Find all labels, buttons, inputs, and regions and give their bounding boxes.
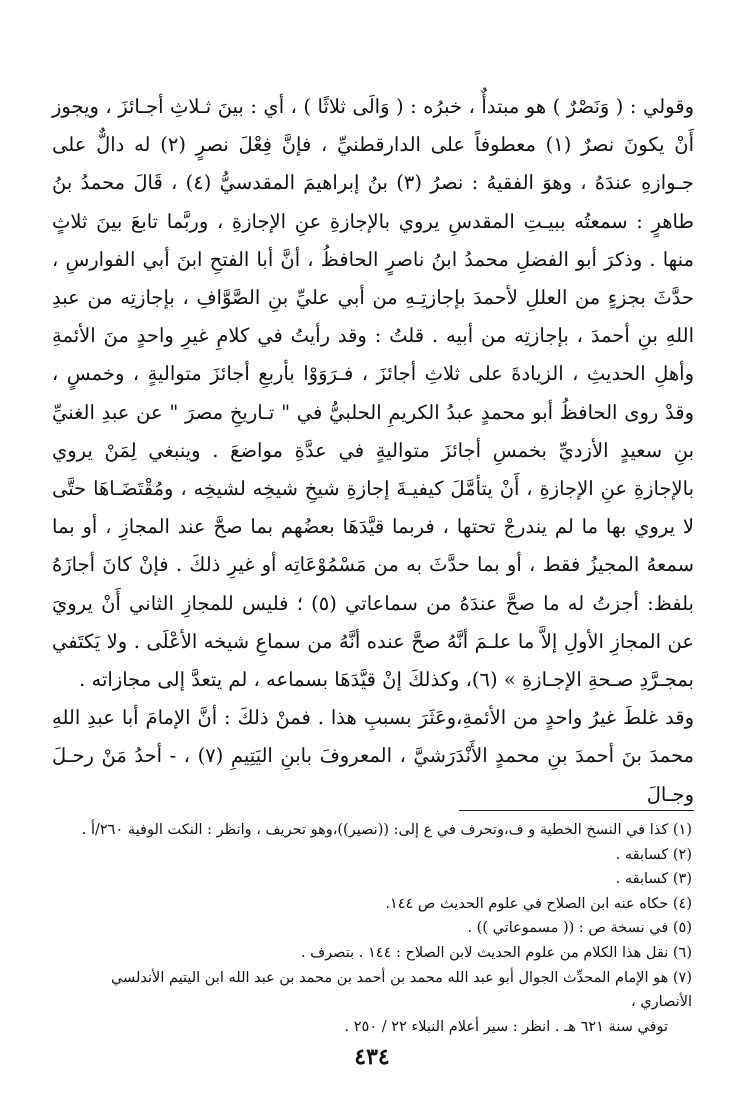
footnote-6: (٦) نقل هذا الكلام من علوم الحديث لابن الصلاح : ١٤٤ . بتصرف .: [300, 944, 692, 961]
footnote-7: (٧) هو الإمام المحدِّث الجوال أبو عبد الله محمد بن أحمد بن محمد بن عبد الله ابن اليتيم الأندلسي الأنصاري ،: [110, 969, 692, 1011]
footnote-3: (٣) كسابقه .: [615, 871, 692, 888]
footnote-2: (٢) كسابقه .: [615, 846, 692, 863]
main-text: [52, 88, 694, 814]
paragraph-2: وقد غلطَ غيرُ واحدٍ من الأئمةِ،وعَثَرَ بسببِ هذا . فمنْ ذلكَ : أنَّ الإمامَ أبا عبدِ اللهِ محمدَ بنَ أحمدَ بنِ محمدٍ الأَنْدَرَشيَّ ، المعروفَ بابنِ اليَتِيمِ (٧) ، - أحدُ مَنْ رحـلَ وجـالَ: [52, 706, 694, 806]
footnotes: [55, 818, 692, 1039]
footnote-7-continuation: توفي سنة ٦٢١ هـ . انظر : سير أعلام النبلاء ٢٢ / ٢٥٠ .: [344, 1018, 668, 1035]
footnote-1: (١) كذا في النسخ الخطية و ف،وتحرف في ع إلى: ((نصير))،وهو تحريف ، وانظر : النكت الوفية ٢٦٠/أ .: [81, 822, 692, 838]
footnote-4: (٤) حكاه عنه ابن الصلاح في علوم الحديث ص ١٤٤.: [385, 895, 692, 912]
paragraph-1: وقولي : ( وَنَصْرٌ ) هو مبتدأٌ ، خبرُه : ( وَالَى ثلاثًا ) ، أي : بينَ ثـلاثِ أجـائزَ ، ويجوز أَنْ يكونَ نصرٌ (١) معطوفاً على الدارقطنيِّ ، فإنَّ فِعْلَ نصرٍ (٢) له دالٌّ على جـوازهِ عندَهُ ، وهوَ الفقيهُ : نصرُ (٣) بنُ إبراهيمَ المقدسيُّ (٤) ، قَالَ محمدُ بنُ طاهرٍ : سمعتُه ببيـتِ المقدسِ يروي بالإجازةِ عنِ الإجازةِ ، وربَّما تابعَ بينَ ثلاثٍ منها . وذكرَ أبو الفضلِ محمدُ ابنُ ناصرٍ الحافظُ ، أنَّ أبا الفتحِ ابنَ أبي الفوارسِ ، حدَّثَ بجزءٍ من العللِ لأحمدَ بإجازتِـهِ من أبي عليِّ بنِ الصَّوَّافِ ، بإجازتِه من عبدِ اللهِ بنِ أحمدَ ، بإجازتِه من أبيه . قلتُ : وقد رأيتُ في كلامِ غيرِ واحدٍ منَ الأئمةِ وأهلِ الحديثِ ، الزيادةَ على ثلاثِ أجائزَ ، فـرَوَوْا بأربعِ أجائزَ متواليةٍ ، وخمسٍ ، وقدْ روى الحافظُ أبو محمدٍ عبدُ الكريمِ الحلبيُّ في " تـاريخِ مصرَ " عن عبدِ الغنيِّ بنِ سعيدٍ الأزديِّ بخمسِ أجائزَ متواليةٍ في عدَّةِ مواضعَ . وينبغي لِمَنْ يروي بالإجازةِ عنِ الإجازةِ ، أَنْ يتأمَّلَ كيفيـةَ إجازةِ شيخِ شيخِه لشيخِه ، ومُقْتَضَـاهَا حتَّى لا يروي بها ما لم يندرجْ تحتها ، فربما قيَّدَهَا بعضُهم بما صحَّ عند المجازِ ، أو بما سمعهُ المجيزُ فقط ، أو بما حدَّثَ به من مَسْمُوْعَاتِه أو غيرِ ذلكَ . فإنْ كانَ أجازَهُ بلفظ: أجزتُ له ما صحَّ عندَهُ من سماعاتي (٥) ؛ فليس للمجازِ الثاني أَنْ يرويَ عن المجازِ الأولِ إلاَّ ما علـمَ أنَّهُ صحَّ عنده أنَّهُ من سماعِ شيخه الأعْلَى . ولا يَكتَفي بمجـرَّدِ صـحةِ الإجـازةِ » (٦)، وكذلكَ إنْ قيَّدَهَا بسماعه ، لم يتعدَّ إلى مجازاته .: [52, 95, 694, 692]
footnote-divider: [459, 810, 694, 811]
page-number: ٤٣٤: [354, 1044, 390, 1070]
footnote-5: (٥) في نسخة ص : (( مسموعاتي )) .: [467, 920, 692, 937]
